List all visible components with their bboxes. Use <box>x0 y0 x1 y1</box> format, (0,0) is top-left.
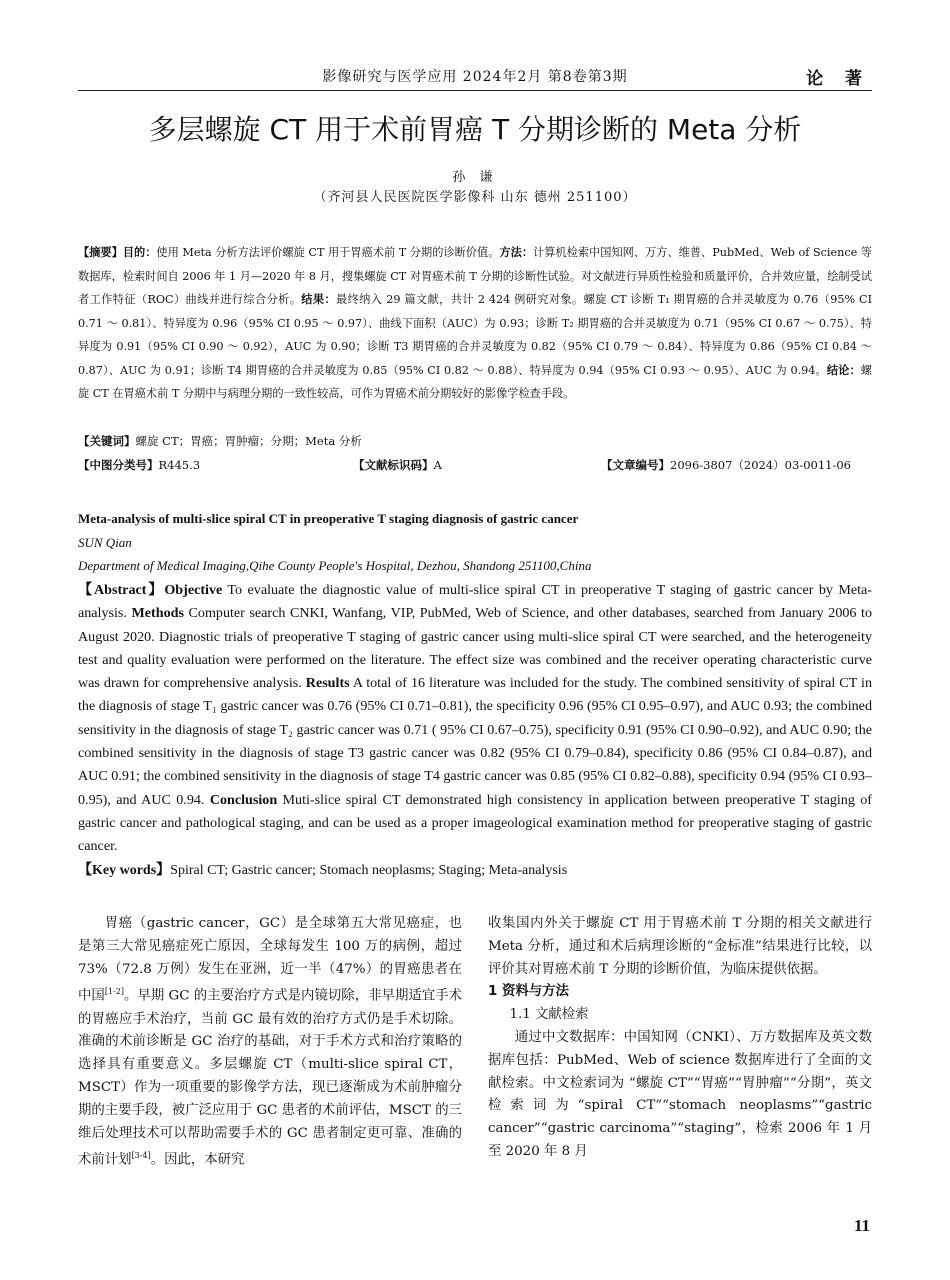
article-number <box>601 454 851 476</box>
en-conclusion-label: Conclusion <box>209 791 278 808</box>
en-methods: Computer search CNKI, Wanfang, VIP, PubMed, Web of Science, and other databases, searched from January 2006 to August 2020. Diagnostic trials of preoperative T staging of gastric cancer using multi-slice spiral CT were searched, and the heterogeneity test and quality evaluation were performed on the literature. The effect size was combined and the receiver operating characteristic curve was drawn for comprehensive analysis. <box>78 605 872 692</box>
en-affiliation: Department of Medical Imaging,Qihe County People's Hospital, Dezhou, Shandong 251100,China <box>78 558 592 573</box>
doc-label: 【文献标识码】 <box>353 458 434 472</box>
search-paragraph: 通过中文数据库：中国知网（CNKI）、万方数据库及英文数据库包括：PubMed、Web of science 数据库进行了全面的文献检索。中文检索词为 “螺旋 CT”“胃癌”“胃肿瘤”“分期”，英文检索词为“spiral CT”“stomach neoplasms”“gastric cancer”“gastric carcinoma”“staging”，检索 2006 年 1 月至 2020 年 8 月 <box>488 1029 872 1159</box>
en-author: SUN Qian <box>78 535 132 550</box>
citation-3-4[interactable]: [3-4] <box>131 1151 151 1161</box>
page-number: 11 <box>853 1216 870 1235</box>
cn-results: 最终纳入 29 篇文献，共计 2 424 例研究对象。螺旋 CT 诊断 T₁ 期胃癌的合并灵敏度为 0.76（95% CI 0.71 ～ 0.81）、特异度为 0.96（95% CI 0.95 ～ 0.97）、曲线下面积（AUC）为 0.93；诊断 T₂ 期胃癌的合并灵敏度为 0.71（95% CI 0.67 ～ 0.75）、特异度为 0.91（95% CI 0.90 ～ 0.92），AUC 为 0.90；诊断 T3 期胃癌的合并灵敏度为 0.82（95% CI 0.79 ～ 0.84）、特异度为 0.86（95% CI 0.84 ～ 0.87）、AUC 为 0.91；诊断 T4 期胃癌的合并灵敏度为 0.85（95% CI 0.82 ～ 0.88）、特异度为 0.94（95% CI 0.93 ～ 0.95）、AUC 为 0.94。 <box>78 293 872 377</box>
en-abstract <box>78 579 872 859</box>
cn-methods-label: 方法： <box>499 246 534 259</box>
en-results: A total of 16 literature was included for the study. The combined sensitivity of spiral CT in the diagnosis of stage T₁ gastric cancer was 0.76 (95% CI 0.71–0.81), the specificity 0.96 (95% CI 0.95–0.97), and AUC 0.93; the combined sensitivity in the diagnosis of stage T₂ gastric cancer was 0.71 ( 95% CI 0.67–0.75), specificity 0.91 (95% CI 0.90–0.92), and AUC 0.90; the combined sensitivity in the diagnosis of stage T3 gastric cancer was 0.82 (95% CI 0.79–0.84), specificity 0.86 (95% CI 0.84–0.87), and AUC 0.91; the combined sensitivity in the diagnosis of stage T4 gastric cancer was 0.85 (95% CI 0.82–0.88), specificity 0.94 (95% CI 0.93–0.95), and AUC 0.94. <box>78 675 872 808</box>
cn-results-label: 结果： <box>301 293 337 306</box>
header-divider <box>78 90 872 91</box>
article-value: 2096-3807（2024）03-0011-06 <box>670 458 851 472</box>
intro-continuation: 收集国内外关于螺旋 CT 用于胃癌术前 T 分期的相关文献进行 Meta 分析，通过和术后病理诊断的“金标准”结果进行比较，以评价其对胃癌术前 T 分期的诊断价值，为临床提供依据。 <box>488 916 872 977</box>
cn-keywords-text: 螺旋 CT；胃癌；胃肿瘤；分期；Meta 分析 <box>135 434 362 448</box>
section-heading-1-1: 1.1 文献检索 <box>509 1007 589 1023</box>
cn-objective: 使用 Meta 分析方法评价螺旋 CT 用于胃癌术前 T 分期的诊断价值。 <box>156 246 500 259</box>
en-methods-label: Methods <box>131 605 184 622</box>
cn-methods: 计算机检索中国知网、万方、维普、PubMed、Web of Science 等数据库，检索时间自 2006 年 1 月—2020 年 8 月，搜集螺旋 CT 对胃癌术前 T 分期的诊断性试验。对文献进行异质性检验和质量评价，合并效应量，绘制受试者工作特征（ROC）曲线并进行综合分析。 <box>78 246 872 306</box>
en-keywords-label: 【Key words】 <box>78 863 171 878</box>
intro-text-1: 胃癌（gastric cancer，GC）是全球第五大常见癌症，也是第三大常见癌症死亡原因，全球每发生 100 万的病例，超过 73%（72.8 万例）发生在亚洲，近一半（47%）的胃癌患者在中国 <box>78 916 462 1004</box>
citation-1-2[interactable]: [1-2] <box>104 987 124 997</box>
en-conclusion: Muti-slice spiral CT demonstrated high consistency in application between preoperative T staging of gastric cancer and pathological staging, and can be used as a proper imageological examination method for preoperative staging of gastric cancer. <box>78 791 872 855</box>
clc-label: 【中图分类号】 <box>78 458 159 472</box>
intro-text-3: 。因此，本研究 <box>150 1152 245 1168</box>
en-keywords <box>78 859 872 879</box>
cn-abstract <box>78 241 872 406</box>
en-title: Meta-analysis of multi-slice spiral CT in preoperative T staging diagnosis of gastric cancer <box>78 511 579 526</box>
article-label: 【文章编号】 <box>601 458 670 472</box>
clc-value: R445.3 <box>158 458 201 472</box>
affiliation: （齐河县人民医院医学影像科 山东 德州 251100） <box>313 190 637 205</box>
author: 孙 谦 <box>452 170 498 185</box>
intro-text-2: 。早期 GC 的主要治疗方式是内镜切除，非早期适宜手术的胃癌应手术治疗，当前 GC 最有效的治疗方式仍是手术切除。准确的术前诊断是 GC 治疗的基础，对于手术方式和治疗策略的选择具有重要意义。多层螺旋 CT（multi-slice spiral CT，MSCT）作为一项重要的影像学方法，现已逐渐成为术前肿瘤分期的主要手段，被广泛应用于 GC 患者的术前评估，MSCT 的三维后处理技术可以帮助需要手术的 GC 患者制定更可靠、准确的术前计划 <box>78 988 463 1168</box>
en-keywords-text: Spiral CT; Gastric cancer; Stomach neoplasms; Staging; Meta-analysis <box>170 863 568 878</box>
intro-paragraph <box>78 913 462 1173</box>
section-heading-1: 1 资料与方法 <box>488 984 569 1000</box>
body-column-left <box>78 913 462 1173</box>
document-code <box>353 454 442 476</box>
body-column-right <box>488 913 872 1164</box>
clc-code <box>78 454 200 476</box>
cn-objective-label: 目的： <box>122 246 157 259</box>
cn-abstract-label: 【摘要】 <box>78 246 123 259</box>
en-objective-label: Objective <box>164 582 223 598</box>
journal-header: 影像研究与医学应用 2024年2月 第8卷第3期 <box>322 69 628 85</box>
cn-conclusion-label: 结论： <box>826 363 861 377</box>
en-objective: To evaluate the diagnostic value of multi-slice spiral CT in preoperative T staging of gastric cancer by Meta-analysis. <box>78 582 872 622</box>
cn-conclusion: 螺旋 CT 在胃癌术前 T 分期中与病理分期的一致性较高，可作为胃癌术前分期较好的影像学检查手段。 <box>78 363 872 400</box>
cn-keywords <box>78 430 872 452</box>
section-tag: 论 著 <box>806 69 870 89</box>
doc-value: A <box>433 458 442 472</box>
cn-keywords-label: 【关键词】 <box>78 434 136 448</box>
en-abstract-label: 【Abstract】 <box>78 582 165 598</box>
en-results-label: Results <box>305 675 350 692</box>
article-title: 多层螺旋 CT 用于术前胃癌 T 分期诊断的 Meta 分析 <box>148 113 802 146</box>
